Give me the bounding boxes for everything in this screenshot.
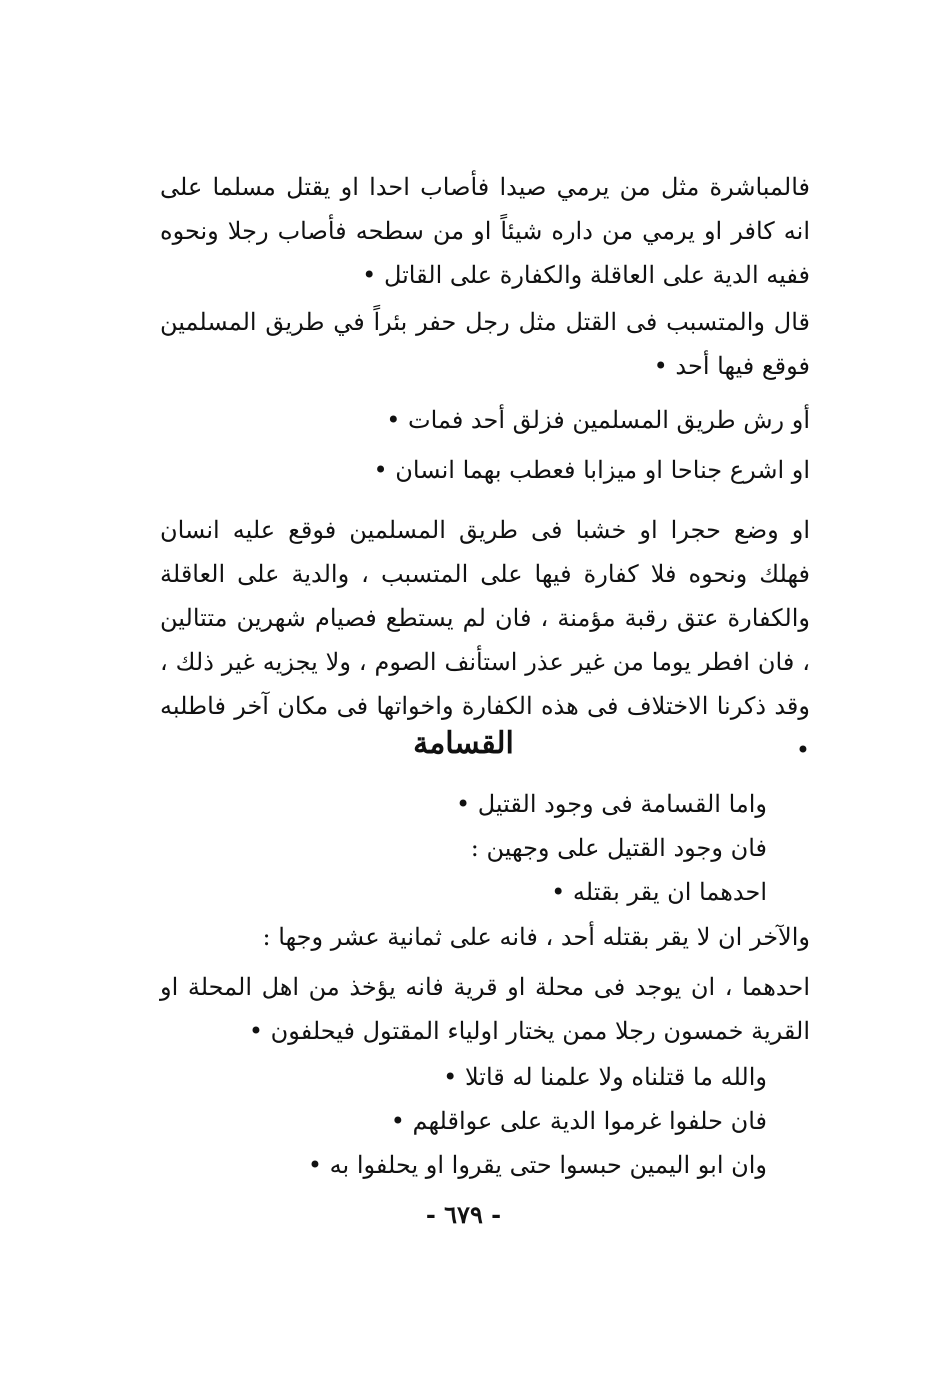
paragraph-text: احدهما ، ان يوجد فى محلة او قرية فانه يؤخذ من اهل المحلة او القرية خمسون رجلا ممن يختار اولياء المقتول فيحلفون • [160, 973, 810, 1045]
text-line: احدهما ان يقر بقتله • [551, 878, 767, 906]
oath-lines [308, 1055, 767, 1187]
paragraph-text: او اشرع جناحا او ميزابا فعطب بهما انسان • [373, 456, 810, 484]
text-line: واما القسامة فى وجود القتيل • [455, 790, 767, 818]
paragraph-text: والآخر ان لا يقر بقتله أحد ، فانه على ثمانية عشر وجها : [262, 923, 810, 951]
text-line: فان وجود القتيل على وجهين : [470, 834, 767, 862]
paragraph-text: قال والمتسبب فى القتل مثل رجل حفر بئراً في طريق المسلمين فوقع فيها أحد • [160, 308, 810, 380]
paragraph-direct-killing [160, 165, 810, 297]
text-line: والله ما قتلناه ولا علمنا له قاتلا • [443, 1063, 767, 1091]
paragraph-gutter [160, 448, 810, 492]
page-number: - ٦٧٩ - [425, 1200, 502, 1229]
paragraph-text: فالمباشرة مثل من يرمي صيدا فأصاب احدا او يقتل مسلما على انه كافر او يرمي من داره شيئاً او من سطحه فأصاب رجلا ونحوه ففيه الدية على العاقلة والكفارة على القاتل • [160, 173, 810, 289]
paragraph-indirect-killing [160, 300, 810, 388]
paragraph-first-case [160, 965, 810, 1053]
text-line: فان حلفوا غرموا الدية على عواقلهم • [390, 1107, 767, 1135]
section-heading: القسامة [413, 726, 514, 761]
qasama-lines [456, 782, 767, 914]
paragraph-other-case [160, 915, 810, 959]
paragraph-sprinkled-road [160, 398, 810, 442]
paragraph-text: أو رش طريق المسلمين فزلق أحد فمات • [386, 406, 810, 434]
paragraph-text: او وضع حجرا او خشبا فى طريق المسلمين فوقع عليه انسان فهلك ونحوه فلا كفارة فيها على المتسبب ، والدية على العاقلة والكفارة عتق رقبة مؤمنة ، فان لم يستطع فصيام شهرين متتالين ، فان افطر يوما من غير عذر استأنف الصوم ، ولا يجزيه غير ذلك ، وقد ذكرنا الاختلاف فى هذه الكفارة واخواتها فى مكان آخر فاطلبه • [160, 516, 810, 764]
text-line: وان ابو اليمين حبسوا حتى يقروا او يحلفوا به • [307, 1151, 767, 1179]
